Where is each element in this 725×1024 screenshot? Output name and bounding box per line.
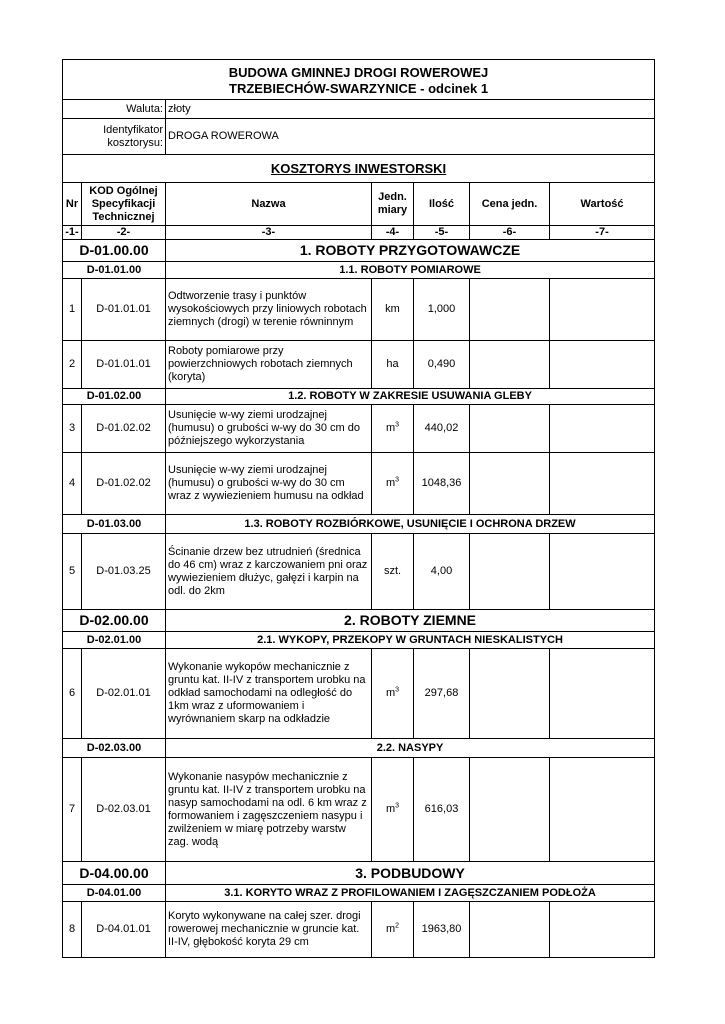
col-header-cena: Cena jedn. — [470, 183, 550, 226]
item-unit: km — [372, 279, 414, 341]
section-code: D-02.01.00 — [63, 632, 166, 649]
item-nr: 5 — [63, 534, 82, 610]
table-row — [63, 453, 655, 515]
item-description: Koryto wykonywane na całej szer. drogi rowerowej mechanicznie w gruncie kat. II-IV, głębokość koryta 29 cm — [166, 902, 372, 958]
section-code: D-04.01.00 — [63, 885, 166, 902]
col-header-wartosc: Wartość — [550, 183, 655, 226]
col-index: -2- — [82, 226, 166, 240]
item-description: Usunięcie w-wy ziemi urodzajnej (humusu) o grubości w-wy do 30 cm do późniejszego wykorzystania — [166, 405, 372, 453]
item-nr: 4 — [63, 453, 82, 515]
item-unit: szt. — [372, 534, 414, 610]
col-header-kod: KOD Ogólnej Specyfikacji Technicznej — [82, 183, 166, 226]
item-unit-price — [470, 534, 550, 610]
item-value — [550, 902, 655, 958]
table-row — [63, 534, 655, 610]
item-quantity: 1963,80 — [414, 902, 470, 958]
col-header-ilosc: Ilość — [414, 183, 470, 226]
item-nr: 2 — [63, 341, 82, 389]
currency-value: złoty — [166, 100, 655, 119]
item-unit-price — [470, 453, 550, 515]
chapter-title: 2. ROBOTY ZIEMNE — [166, 610, 655, 632]
item-code: D-01.03.25 — [82, 534, 166, 610]
col-index: -7- — [550, 226, 655, 240]
col-header-nazwa: Nazwa — [166, 183, 372, 226]
item-code: D-01.01.01 — [82, 341, 166, 389]
document-title — [63, 60, 655, 100]
cost-estimate-table — [62, 59, 655, 958]
estimate-heading: KOSZTORYS INWESTORSKI — [63, 155, 655, 183]
table-row — [63, 758, 655, 862]
section-code: D-01.01.00 — [63, 262, 166, 279]
item-code: D-02.03.01 — [82, 758, 166, 862]
item-quantity: 616,03 — [414, 758, 470, 862]
table-row — [63, 902, 655, 958]
section-title: 1.1. ROBOTY POMIAROWE — [166, 262, 655, 279]
title-line-2: TRZEBIECHÓW-SWARZYNICE - odcinek 1 — [229, 80, 489, 96]
item-nr: 6 — [63, 649, 82, 739]
currency-label: Waluta: — [63, 100, 166, 119]
col-header-nr: Nr — [63, 183, 82, 226]
item-nr: 7 — [63, 758, 82, 862]
item-value — [550, 279, 655, 341]
item-description: Usunięcie w-wy ziemi urodzajnej (humusu) o grubości w-wy do 30 cm wraz z wywiezieniem humusu na odkład — [166, 453, 372, 515]
col-index: -6- — [470, 226, 550, 240]
item-unit-price — [470, 649, 550, 739]
item-unit: ha — [372, 341, 414, 389]
item-unit: $m^2$ — [372, 902, 414, 958]
item-value — [550, 405, 655, 453]
chapter-code: D-04.00.00 — [63, 862, 166, 885]
section-title: 3.1. KORYTO WRAZ Z PROFILOWANIEM I ZAGĘSZCZANIEM PODŁOŻA — [166, 885, 655, 902]
item-description: Wykonanie wykopów mechanicznie z gruntu kat. II-IV z transportem urobku na odkład samochodami na odległość do 1km wraz z uformowaniem i wyrównaniem skarp na odkładzie — [166, 649, 372, 739]
item-description: Wykonanie nasypów mechanicznie z gruntu kat. II-IV z transportem urobku na nasyp samochodami na odl. 6 km wraz z formowaniem i zagęszczeniem nasypu i zwilżeniem w miarę potrzeby warstw zag. wodą — [166, 758, 372, 862]
table-row — [63, 279, 655, 341]
item-description: Ścinanie drzew bez utrudnień (średnica do 46 cm) wraz z karczowaniem pni oraz wywiezieniem dłużyc, gałęzi i karpin na odl. do 2km — [166, 534, 372, 610]
item-code: D-02.01.01 — [82, 649, 166, 739]
item-value — [550, 758, 655, 862]
item-nr: 8 — [63, 902, 82, 958]
section-code: D-01.03.00 — [63, 515, 166, 534]
col-index: -4- — [372, 226, 414, 240]
item-code: D-01.02.02 — [82, 453, 166, 515]
item-code: D-01.02.02 — [82, 405, 166, 453]
table-row — [63, 341, 655, 389]
item-quantity: 1048,36 — [414, 453, 470, 515]
item-code: D-04.01.01 — [82, 902, 166, 958]
item-unit: $m^3$ — [372, 405, 414, 453]
item-unit-price — [470, 279, 550, 341]
item-quantity: 440,02 — [414, 405, 470, 453]
item-unit: $m^3$ — [372, 649, 414, 739]
item-value — [550, 534, 655, 610]
table-row — [63, 405, 655, 453]
item-quantity: 297,68 — [414, 649, 470, 739]
item-quantity: 1,000 — [414, 279, 470, 341]
item-nr: 1 — [63, 279, 82, 341]
chapter-title: 3. PODBUDOWY — [166, 862, 655, 885]
chapter-title: 1. ROBOTY PRZYGOTOWAWCZE — [166, 240, 655, 262]
section-title: 1.3. ROBOTY ROZBIÓRKOWE, USUNIĘCIE I OCHRONA DRZEW — [166, 515, 655, 534]
estimate-id-label: Identyfikator kosztorysu: — [63, 119, 166, 155]
item-description: Odtworzenie trasy i punktów wysokościowych przy liniowych robotach ziemnych (drogi) w terenie równinnym — [166, 279, 372, 341]
title-line-1: BUDOWA GMINNEJ DROGI ROWEROWEJ — [228, 64, 489, 80]
chapter-code: D-02.00.00 — [63, 610, 166, 632]
table-row — [63, 649, 655, 739]
item-unit-price — [470, 405, 550, 453]
item-unit: $m^3$ — [372, 453, 414, 515]
item-unit-price — [470, 758, 550, 862]
section-code: D-02.03.00 — [63, 739, 166, 758]
item-quantity: 4,00 — [414, 534, 470, 610]
section-title: 2.1. WYKOPY, PRZEKOPY W GRUNTACH NIESKALISTYCH — [166, 632, 655, 649]
col-header-jedn: Jedn. miary — [372, 183, 414, 226]
item-code: D-01.01.01 — [82, 279, 166, 341]
item-quantity: 0,490 — [414, 341, 470, 389]
item-value — [550, 649, 655, 739]
col-index: -3- — [166, 226, 372, 240]
section-title: 2.2. NASYPY — [166, 739, 655, 758]
section-title: 1.2. ROBOTY W ZAKRESIE USUWANIA GLEBY — [166, 389, 655, 405]
item-description: Roboty pomiarowe przy powierzchniowych robotach ziemnych (koryta) — [166, 341, 372, 389]
col-index: -5- — [414, 226, 470, 240]
estimate-id-value: DROGA ROWEROWA — [166, 119, 655, 155]
item-value — [550, 453, 655, 515]
col-index: -1- — [63, 226, 82, 240]
item-nr: 3 — [63, 405, 82, 453]
item-unit: $m^3$ — [372, 758, 414, 862]
item-unit-price — [470, 902, 550, 958]
item-unit-price — [470, 341, 550, 389]
section-code: D-01.02.00 — [63, 389, 166, 405]
chapter-code: D-01.00.00 — [63, 240, 166, 262]
item-value — [550, 341, 655, 389]
